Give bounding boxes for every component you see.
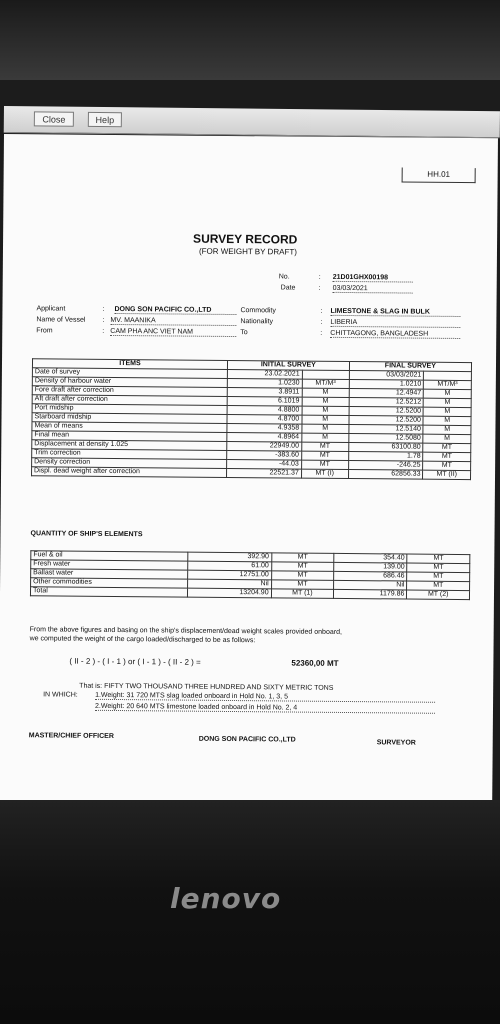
initial-value-cell: 3.8911: [227, 387, 302, 397]
result-words: That is: FIFTY TWO THOUSAND THREE HUNDRED AND SIXTY METRIC TONS: [79, 682, 334, 692]
final-unit-cell: MT (II): [423, 470, 471, 479]
item-cell: Density of harbour water: [32, 377, 227, 388]
final-value-cell: 12.4947: [349, 389, 424, 399]
initial-value-cell: 22521.37: [227, 468, 302, 478]
final-unit-cell: MT: [423, 443, 471, 452]
applicant-label: Applicant: [36, 305, 66, 313]
header-items: ITEMS: [32, 359, 227, 370]
initial-unit-cell: M: [302, 397, 349, 406]
item-cell: Final mean: [32, 431, 227, 442]
final-unit-cell: M: [424, 389, 472, 398]
initial-value-cell: 4.8964: [227, 432, 302, 442]
final-unit-cell: MT/M³: [424, 380, 472, 389]
item-cell: Fuel & oil: [31, 551, 188, 561]
initial-unit-cell: [302, 370, 349, 379]
computation-text-1: From the above figures and basing on the ship's displacement/dead weight scales provided onboard,: [29, 626, 342, 636]
initial-unit-cell: MT: [271, 553, 334, 563]
final-unit-cell: M: [423, 425, 471, 434]
final-value-cell: 63100.80: [348, 443, 423, 453]
final-value-cell: Nil: [334, 580, 407, 590]
final-unit-cell: MT: [407, 563, 470, 573]
initial-value-cell: 4.9358: [227, 423, 302, 433]
nationality-value: LIBERIA: [330, 319, 460, 328]
final-value-cell: 1.0210: [349, 380, 424, 390]
final-value-cell: 62856.33: [348, 470, 423, 480]
brand-logo: lenovo: [170, 882, 282, 915]
final-unit-cell: [424, 371, 472, 380]
final-value-cell: 03/03/2021: [349, 371, 424, 381]
applicant-value: DONG SON PACIFIC CO.,LTD: [114, 306, 236, 315]
final-value-cell: 12.5200: [349, 416, 424, 426]
signature-company: DONG SON PACIFIC CO.,LTD: [198, 735, 296, 744]
item-cell: Fresh water: [31, 560, 188, 570]
computation-text-2: we computed the weight of the cargo loaded/discharged to be as follows:: [29, 635, 256, 645]
initial-unit-cell: MT (1): [271, 589, 334, 599]
final-unit-cell: MT: [407, 554, 470, 564]
initial-value-cell: 23.02.2021: [227, 369, 302, 379]
header-initial: INITIAL SURVEY: [227, 360, 349, 370]
item-cell: Fore draft after correction: [32, 386, 227, 397]
formula: ( II - 2 ) - ( I - 1 ) or ( I - 1 ) - ( II - 2 ) =: [69, 656, 201, 667]
header-final: FINAL SURVEY: [349, 362, 471, 372]
final-value-cell: 354.40: [334, 553, 407, 563]
final-unit-cell: MT (2): [407, 590, 470, 600]
initial-value-cell: 13204.90: [187, 588, 271, 598]
initial-value-cell: 392.90: [187, 552, 271, 562]
from-value: CAM PHA ANC VIET NAM: [110, 328, 236, 337]
nationality-label: Nationality: [240, 318, 274, 326]
initial-unit-cell: MT: [271, 562, 334, 572]
item-cell: Density correction: [32, 458, 227, 469]
final-unit-cell: MT: [407, 572, 470, 582]
item-cell: Total: [30, 587, 187, 597]
initial-unit-cell: MT: [271, 571, 334, 581]
item-cell: Port midship: [32, 404, 227, 415]
initial-value-cell: -44.03: [227, 459, 302, 469]
elements-table: [30, 550, 470, 600]
item-cell: Aft draft after correction: [32, 395, 227, 406]
final-value-cell: 12.5140: [349, 425, 424, 435]
commodity-label: Commodity: [240, 307, 276, 315]
initial-unit-cell: MT: [271, 580, 334, 590]
item-cell: Date of survey: [32, 368, 227, 379]
initial-value-cell: Nil: [187, 579, 271, 589]
close-button[interactable]: Close: [34, 111, 74, 126]
from-label: From: [36, 327, 53, 335]
item-cell: Mean of means: [32, 422, 227, 433]
item-cell: Other commodities: [31, 578, 188, 588]
initial-unit-cell: MT (I): [301, 469, 348, 478]
no-label: No.: [278, 273, 290, 281]
initial-unit-cell: MT: [301, 451, 348, 460]
vessel-label: Name of Vessel: [36, 316, 86, 324]
survey-document: HH.01 SURVEY RECORD (FOR WEIGHT BY DRAFT) No. : 21D01GHX00198 Date : 03/03/2021 Applicant : DONG SON PACIFIC CO.,LTD Name of Vessel : MV. MAANIKA From : CAM PHA ANC VIET NAM Commodity : LIMESTONE & SLAG IN BULK Nationality : LIBERIA To : CHITTAGONG, BANGLADESH ITEMS INITIAL SURVEY FINAL SURVEY Date of survey 23.02.2021 03/03/2021 Density of harbour water 1.0230 MT/M³ 1.0210 MT/M³ Fore draft after correction 3.8911 M 12.4947 M Aft draft after correction 6.1019 M 12.5212 M Port midship 4.8800 M 12.5200 M Starboard midship 4.8700 M 12.5200 M Mean of means 4.9358 M 12.5140 M Final mean 4.8964 M 12.5080 M Displacement at density 1.025 22949.00 MT 63100.80 MT Trim correction -383.60 MT 1.78 MT Density correction -44.03 MT -246.25 MT Displ. dead weight after correction 22521.37 MT (I) 62856.33 MT (II) QUANTITY OF SHIP'S ELEMENTS Fuel & oil 392.90 MT 354.40 MT Fresh water 61.00 MT 139.00 MT Ballast water 12751.00 MT 686.46 MT Other commodities Nil MT Nil MT Total 13204.90 MT (1) 1179.86 MT (2) From the above figures and basing on the ship's displacement/dead weight scales provided onboard, we computed the weight of the cargo loaded/discharged to be as follows: ( II - 2 ) - ( I - 1 ) or ( I - 1 ) - ( II - 2 ) = 52360,00 MT That is: FIFTY TWO THOUSAND THREE HUNDRED AND SIXTY METRIC TONS IN WHICH: 1.Weight: 31 720 MTS slag loaded onboard in Hold No. 1, 3, 5 2.Weight: 20 640 MTS limestone loaded onboard in Hold No. 2, 4 MASTER/CHIEF OFFICER DONG SON PACIFIC CO.,LTD SURVEYOR: [0, 134, 498, 804]
form-number: HH.01: [402, 167, 476, 183]
no-value: 21D01GHX00198: [333, 274, 413, 283]
final-value-cell: 686.46: [334, 571, 407, 581]
date-label: Date: [280, 284, 296, 292]
to-label: To: [240, 329, 248, 337]
initial-value-cell: 61.00: [187, 561, 271, 571]
item-cell: Trim correction: [32, 449, 227, 460]
final-unit-cell: MT: [407, 581, 470, 591]
final-value-cell: 1.78: [348, 452, 423, 462]
initial-unit-cell: MT/M³: [302, 379, 349, 388]
item-cell: Displacement at density 1.025: [32, 440, 227, 451]
help-button[interactable]: Help: [88, 112, 122, 127]
initial-value-cell: -383.60: [227, 450, 302, 460]
item-cell: Starboard midship: [32, 413, 227, 424]
initial-value-cell: 6.1019: [227, 396, 302, 406]
detail-line-2: 2.Weight: 20 640 MTS limestone loaded onboard in Hold No. 2, 4: [95, 703, 435, 714]
item-cell: Displ. dead weight after correction: [32, 467, 227, 478]
signature-master: MASTER/CHIEF OFFICER: [28, 732, 114, 740]
page-title: SURVEY RECORD: [193, 231, 298, 247]
initial-unit-cell: M: [302, 415, 349, 424]
initial-value-cell: 12751.00: [187, 570, 271, 580]
initial-value-cell: 1.0230: [227, 378, 302, 388]
final-value-cell: 12.5080: [349, 434, 424, 444]
detail-line-1: 1.Weight: 31 720 MTS slag loaded onboard in Hold No. 1, 3, 5: [95, 692, 435, 703]
date-value: 03/03/2021: [333, 285, 413, 294]
initial-unit-cell: MT: [301, 442, 348, 451]
initial-unit-cell: M: [302, 433, 349, 442]
final-value-cell: -246.25: [348, 461, 423, 471]
final-value-cell: 12.5212: [349, 398, 424, 408]
initial-value-cell: 4.8800: [227, 405, 302, 415]
final-unit-cell: M: [423, 407, 471, 416]
initial-unit-cell: M: [302, 388, 349, 397]
final-unit-cell: MT: [423, 461, 471, 470]
result-value: 52360,00 MT: [291, 658, 339, 668]
page-subtitle: (FOR WEIGHT BY DRAFT): [198, 246, 297, 257]
final-unit-cell: M: [423, 434, 471, 443]
final-unit-cell: M: [424, 398, 472, 407]
commodity-value: LIMESTONE & SLAG IN BULK: [330, 308, 460, 317]
in-which-label: IN WHICH:: [43, 691, 78, 699]
signature-surveyor: SURVEYOR: [376, 739, 416, 747]
final-value-cell: 1179.86: [334, 589, 407, 599]
initial-unit-cell: M: [302, 406, 349, 415]
to-value: CHITTAGONG, BANGLADESH: [330, 330, 460, 339]
elements-title: QUANTITY OF SHIP'S ELEMENTS: [30, 530, 143, 539]
survey-table: [31, 358, 472, 480]
initial-unit-cell: MT: [301, 460, 348, 469]
final-unit-cell: MT: [423, 452, 471, 461]
item-cell: Ballast water: [31, 569, 188, 579]
laptop-bezel-top: [0, 0, 500, 80]
initial-value-cell: 4.8700: [227, 414, 302, 424]
final-value-cell: 12.5200: [349, 407, 424, 417]
initial-value-cell: 22949.00: [227, 441, 302, 451]
vessel-value: MV. MAANIKA: [110, 317, 236, 326]
initial-unit-cell: M: [302, 424, 349, 433]
viewer-toolbar: [4, 106, 500, 138]
final-value-cell: 139.00: [334, 562, 407, 572]
final-unit-cell: M: [423, 416, 471, 425]
